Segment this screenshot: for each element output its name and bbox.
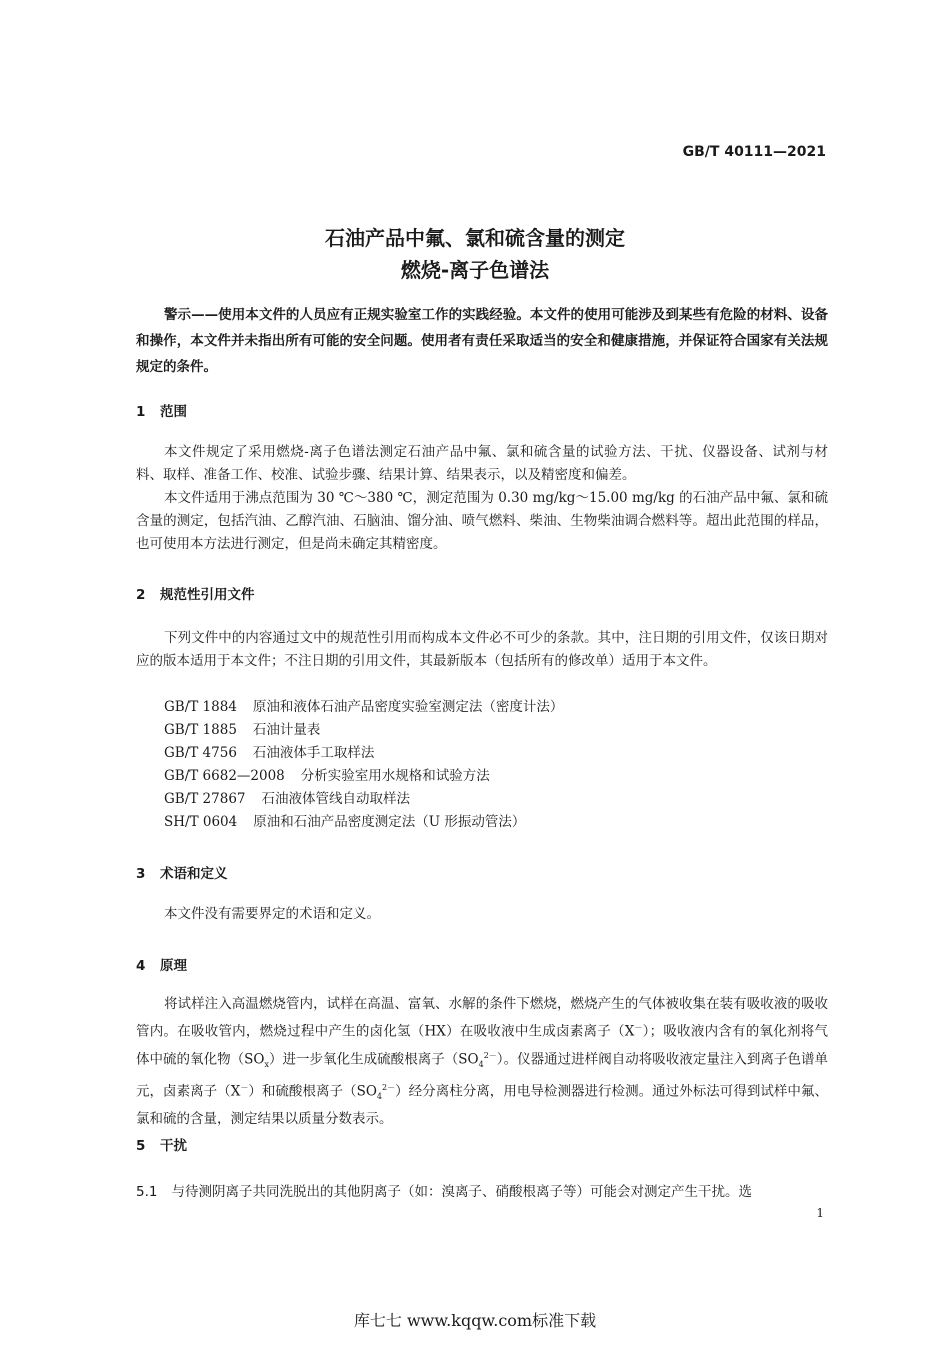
section-number: 3 <box>136 866 146 882</box>
section-1-heading <box>136 400 187 420</box>
section-number: 1 <box>136 404 146 420</box>
footer-watermark: 库七七 www.kqqw.com标准下载 <box>353 1311 597 1330</box>
section-2-body <box>136 627 828 673</box>
reference-code: GB/T 27867 <box>164 791 246 807</box>
document-title-line1: 石油产品中氟、氯和硫含量的测定 <box>325 226 625 250</box>
paragraph: 本文件规定了采用燃烧-离子色谱法测定石油产品中氟、氯和硫含量的试验方法、干扰、仪器设备、试剂与材料、取样、准备工作、校准、试验步骤、结果计算、结果表示，以及精密度和偏差。 <box>136 444 828 483</box>
reference-title: 原油和石油产品密度测定法（U 形振动管法） <box>253 814 526 830</box>
safety-warning: 警示——使用本文件的人员应有正规实验室工作的实践经验。本文件的使用可能涉及到某些有危险的材料、设备和操作，本文件并未指出所有可能的安全问题。使用者有责任采取适当的安全和健康措施，并保证符合国家有关法规规定的条件。 <box>136 307 828 375</box>
section-3-body <box>136 903 828 926</box>
reference-code: GB/T 6682—2008 <box>164 768 285 784</box>
section-title: 干扰 <box>160 1138 187 1154</box>
section-4-heading <box>136 954 187 974</box>
section-3-heading <box>136 862 228 882</box>
subscript: 4 <box>376 1091 382 1101</box>
reference-code: GB/T 4756 <box>164 745 237 761</box>
clause-text: 与待测阴离子共同洗脱出的其他阴离子（如：溴离子、硝酸根离子等）可能会对测定产生干扰。选 <box>171 1184 752 1200</box>
reference-title: 原油和液体石油产品密度实验室测定法（密度计法） <box>252 699 564 715</box>
subscript: x <box>264 1059 269 1069</box>
page-number: 1 <box>816 1206 824 1220</box>
section-title: 原理 <box>160 958 187 974</box>
paragraph: 本文件没有需要界定的术语和定义。 <box>164 906 380 922</box>
text-run: 将试样注入高温燃烧管内，试样在高温、富氧、水解的条件下燃烧，燃烧产生的气体被收集在装有吸收液的吸收管内。在吸收管内，燃烧过程中产生的卤化氢（HX）在吸收液中生成卤素离子（X <box>136 996 828 1040</box>
paragraph: 下列文件中的内容通过文中的规范性引用而构成本文件必不可少的条款。其中，注日期的引用文件，仅该日期对应的版本适用于本文件；不注日期的引用文件，其最新版本（包括所有的修改单）适用于本文件。 <box>136 630 828 669</box>
section-title: 术语和定义 <box>160 866 228 882</box>
superscript: 2－ <box>483 1050 497 1060</box>
section-number: 5 <box>136 1138 146 1154</box>
reference-code: SH/T 0604 <box>164 814 238 830</box>
paragraph: 本文件适用于沸点范围为 30 ℃～380 ℃，测定范围为 0.30 mg/kg～15.00 mg/kg 的石油产品中氟、氯和硫含量的测定，包括汽油、乙醇汽油、石脑油、馏分油、喷气燃料、柴油、生物柴油调合燃料等。超出此范围的样品，也可使用本方法进行测定，但是尚未确定其精密度。 <box>136 490 828 552</box>
standard-code: GB/T 40111—2021 <box>682 144 826 160</box>
reference-item <box>164 811 525 834</box>
section-title: 范围 <box>160 404 187 420</box>
superscript: 2－ <box>381 1082 396 1092</box>
reference-item <box>164 788 410 811</box>
text-run: ）和硫酸根离子（SO <box>248 1083 377 1100</box>
reference-item <box>164 765 490 788</box>
section-number: 2 <box>136 587 146 603</box>
section-2-heading <box>136 583 255 603</box>
paragraph <box>136 993 828 1131</box>
document-title-line2: 燃烧-离子色谱法 <box>400 258 550 282</box>
section-number: 4 <box>136 958 146 974</box>
reference-title: 石油液体手工取样法 <box>252 745 375 761</box>
reference-title: 分析实验室用水规格和试验方法 <box>300 768 490 784</box>
text-run: ）经分离柱分离，用电导检测器进行检测。通过外标法可得到试样中氟、氯和硫的含量，测定结果以质量分数表示。 <box>136 1083 828 1127</box>
section-5-heading <box>136 1134 187 1154</box>
text-run: ）进一步氧化生成硫酸根离子（SO <box>268 1051 479 1067</box>
reference-code: GB/T 1885 <box>164 722 237 738</box>
section-1-body <box>136 441 828 556</box>
section-4-body <box>136 993 828 1131</box>
subscript: 4 <box>478 1059 484 1069</box>
reference-item <box>164 719 320 742</box>
superscript: － <box>240 1082 249 1092</box>
reference-item <box>164 696 563 719</box>
text-run: ）。仪器通过进样阀自动将吸收液定量注入到离子色谱单元，卤素离子（X <box>136 1051 828 1100</box>
superscript: － <box>634 1023 643 1032</box>
reference-item <box>164 742 374 765</box>
clause-number: 5.1 <box>136 1184 158 1200</box>
text-run: ）；吸收液内含有的氧化剂将气体中硫的氧化物（SO <box>136 1023 828 1067</box>
section-title: 规范性引用文件 <box>160 587 255 603</box>
reference-title: 石油计量表 <box>252 722 321 738</box>
reference-code: GB/T 1884 <box>164 699 237 715</box>
clause-5-1 <box>136 1180 828 1200</box>
reference-title: 石油液体管线自动取样法 <box>261 791 410 807</box>
